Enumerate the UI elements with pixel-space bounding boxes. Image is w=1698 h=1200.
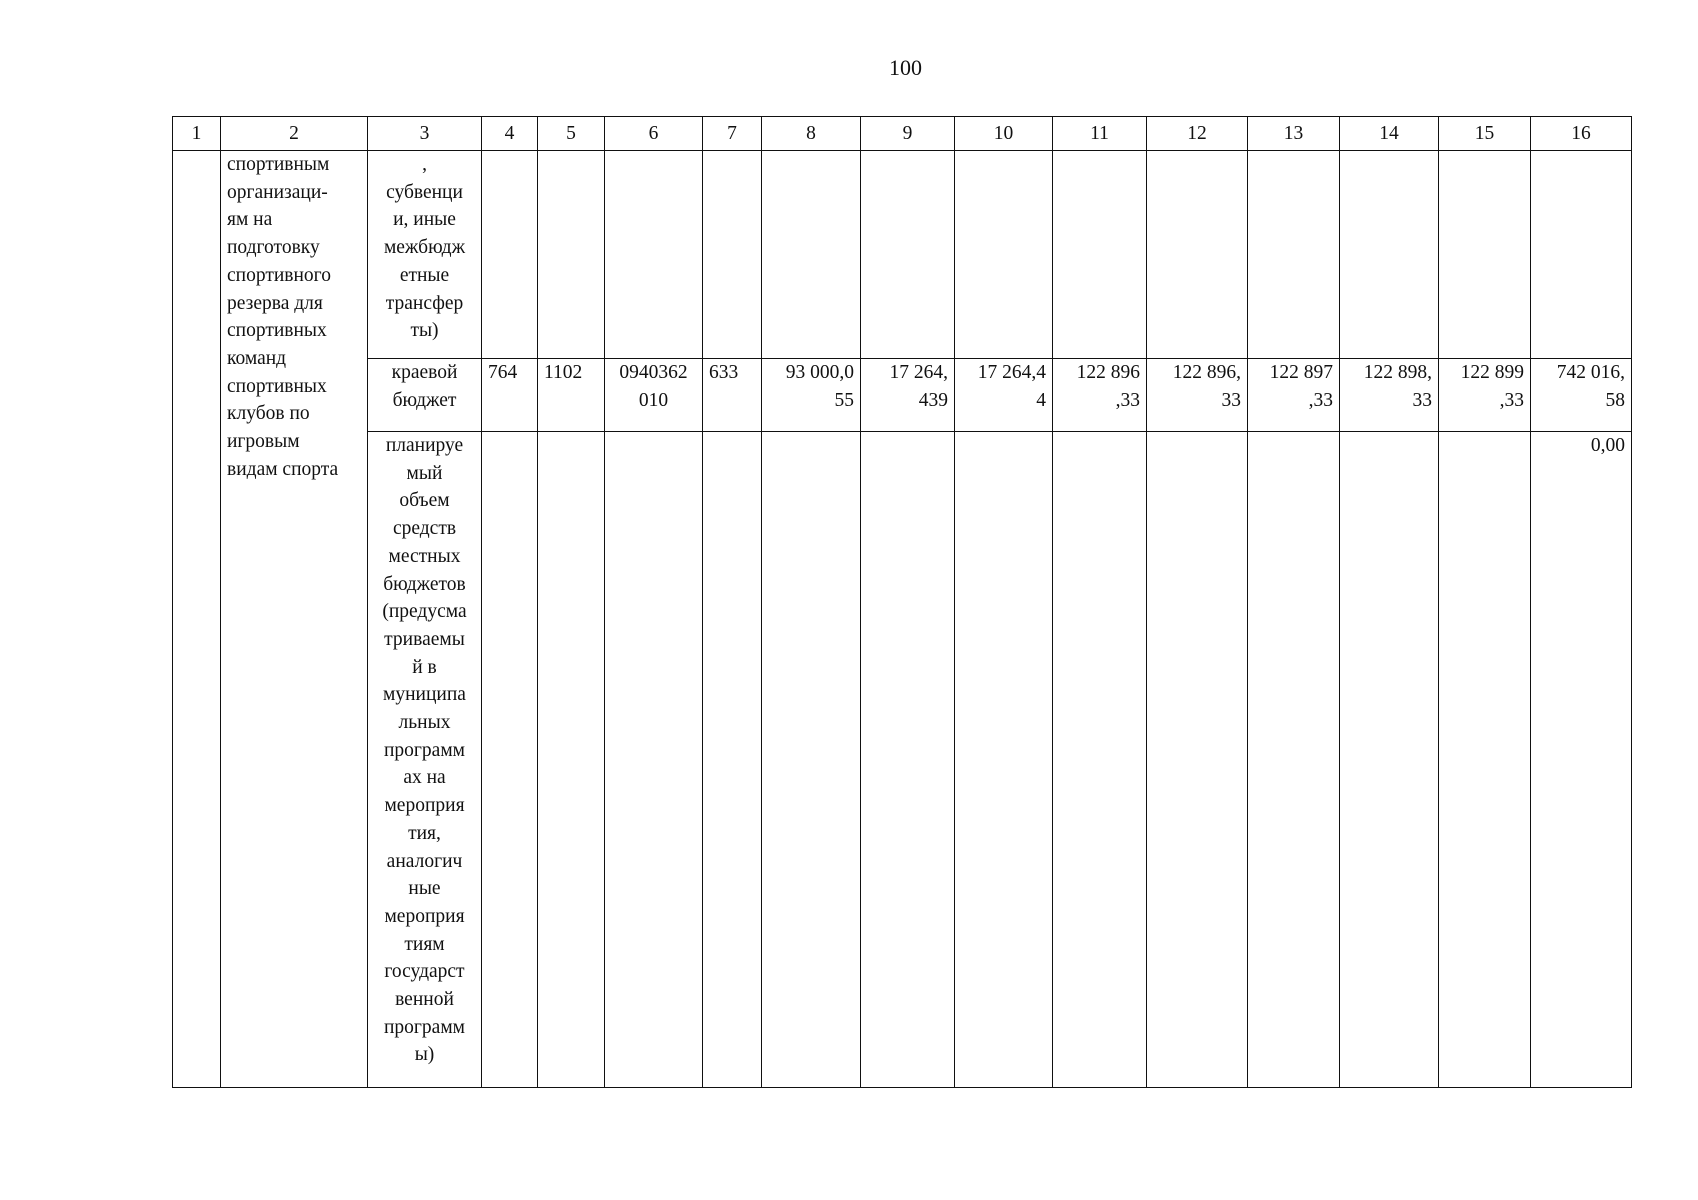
value-cell: 633 [703,359,762,432]
column-header: 9 [861,117,955,151]
value-cell: 122 899 ,33 [1439,359,1531,432]
value-cell: 122 897 ,33 [1248,359,1340,432]
value-cell [538,151,605,359]
value-cell [1439,432,1531,1088]
value-cell: 0,00 [1531,432,1632,1088]
item-name-cell: спортивным организаци- ям на подготовку спортивного резерва для спортивных команд спортивных клубов по игровым видам спорта [221,151,368,1088]
value-cell [538,432,605,1088]
table-row [173,359,1632,432]
column-header: 8 [762,117,861,151]
value-cell [762,432,861,1088]
table-row [173,151,1632,359]
value-cell: 17 264,4 4 [955,359,1053,432]
column-header: 14 [1340,117,1439,151]
value-cell [1147,151,1248,359]
value-cell: 122 898, 33 [1340,359,1439,432]
column-header: 7 [703,117,762,151]
column-header: 3 [368,117,482,151]
column-header: 12 [1147,117,1248,151]
row-number-cell [173,151,221,1088]
value-cell [1053,432,1147,1088]
value-cell: 764 [482,359,538,432]
value-cell [1439,151,1531,359]
value-cell [482,151,538,359]
value-cell: 122 896 ,33 [1053,359,1147,432]
value-cell: 93 000,0 55 [762,359,861,432]
value-cell: 17 264, 439 [861,359,955,432]
column-header: 5 [538,117,605,151]
value-cell [1340,432,1439,1088]
value-cell: 1102 [538,359,605,432]
column-header: 11 [1053,117,1147,151]
value-cell [861,151,955,359]
column-header: 10 [955,117,1053,151]
column-header: 6 [605,117,703,151]
value-cell [762,151,861,359]
value-cell [605,432,703,1088]
value-cell [1053,151,1147,359]
value-cell: 0940362 010 [605,359,703,432]
value-cell [1340,151,1439,359]
value-cell: 122 896, 33 [1147,359,1248,432]
column-header: 2 [221,117,368,151]
value-cell [1147,432,1248,1088]
value-cell [1248,151,1340,359]
value-cell [703,151,762,359]
value-cell [703,432,762,1088]
table-header-row [173,117,1632,151]
funding-source-cell: , субвенци и, иные межбюдж етные трансфер ты) [368,151,482,359]
column-header: 16 [1531,117,1632,151]
column-header: 13 [1248,117,1340,151]
value-cell [482,432,538,1088]
value-cell [1248,432,1340,1088]
value-cell [955,432,1053,1088]
column-header: 1 [173,117,221,151]
budget-table [172,116,1632,1088]
funding-source-cell: планируе мый объем средств местных бюджетов (предусма триваемы й в муниципа льных программ ах на мероприя тия, аналогич ные мероприя тиям государст венной программ ы) [368,432,482,1088]
value-cell [861,432,955,1088]
funding-source-cell: краевой бюджет [368,359,482,432]
column-header: 4 [482,117,538,151]
value-cell [955,151,1053,359]
column-header: 15 [1439,117,1531,151]
page-number: 100 [889,55,922,80]
table-row [173,432,1632,1088]
value-cell [1531,151,1632,359]
value-cell [605,151,703,359]
value-cell: 742 016, 58 [1531,359,1632,432]
